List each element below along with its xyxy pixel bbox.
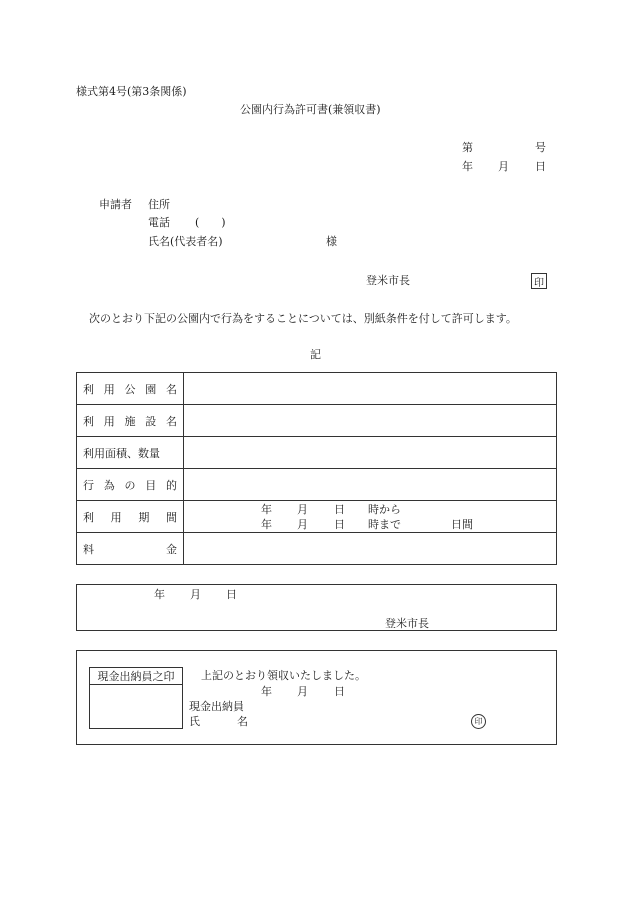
phone-label: 電話: [148, 216, 170, 229]
mayor-date-box: [76, 584, 557, 631]
doc-no-suffix: 号: [535, 141, 546, 154]
seal-stamp-icon: 印: [531, 273, 547, 289]
date-year: 年: [462, 160, 473, 173]
box2-year: 年: [154, 588, 165, 601]
date-day: 日: [535, 160, 546, 173]
receipt-statement: 上記のとおり領収いたしました。: [201, 669, 366, 682]
period-to-time: 時まで: [368, 518, 401, 531]
receipt-box: [76, 650, 557, 745]
receipt-day: 日: [334, 685, 345, 698]
cashier-label: 現金出納員: [189, 700, 244, 713]
row-label-park: 利 用 公 園 名: [83, 382, 177, 396]
ki-heading: 記: [310, 348, 321, 361]
period-from-month: 月: [297, 503, 308, 516]
period-to-month: 月: [297, 518, 308, 531]
cashier-stamp-label: 現金出納員之印: [97, 670, 175, 683]
receipt-month: 月: [297, 685, 308, 698]
phone-paren: ( ): [195, 216, 226, 229]
box2-day: 日: [226, 588, 237, 601]
period-days: 日間: [451, 518, 473, 531]
row-label-period: 利 用 期 間: [83, 510, 177, 524]
period-to-year: 年: [261, 518, 272, 531]
period-from-time: 時から: [368, 503, 401, 516]
receipt-year: 年: [261, 685, 272, 698]
period-from-year: 年: [261, 503, 272, 516]
honorific: 様: [326, 235, 337, 248]
box2-month: 月: [190, 588, 201, 601]
page-title: 公園内行為許可書(兼領収書): [240, 103, 381, 116]
permit-statement: 次のとおり下記の公園内で行為をすることについては、別紙条件を付して許可します。: [89, 312, 517, 325]
applicant-label: 申請者: [99, 198, 132, 211]
cashier-stamp-box: [89, 667, 183, 729]
date-month: 月: [498, 160, 509, 173]
cashier-name-label-2: 名: [237, 715, 248, 728]
doc-no-prefix: 第: [462, 141, 473, 154]
row-label-fee: 料 金: [83, 542, 177, 556]
circle-seal-icon: 印: [471, 714, 486, 729]
row-label-purpose: 行 為 の 目 的: [83, 478, 177, 492]
period-from-day: 日: [334, 503, 345, 516]
box2-mayor: 登米市長: [385, 617, 429, 630]
permit-table: [76, 372, 557, 565]
form-number: 様式第4号(第3条関係): [76, 85, 187, 98]
issuer-title: 登米市長: [366, 274, 410, 287]
name-label: 氏名(代表者名): [148, 235, 223, 248]
row-label-area: 利用面積、数量: [83, 446, 160, 460]
period-to-day: 日: [334, 518, 345, 531]
address-label: 住所: [148, 198, 170, 211]
row-label-facility: 利 用 施 設 名: [83, 414, 177, 428]
cashier-name-label-1: 氏: [189, 715, 200, 728]
